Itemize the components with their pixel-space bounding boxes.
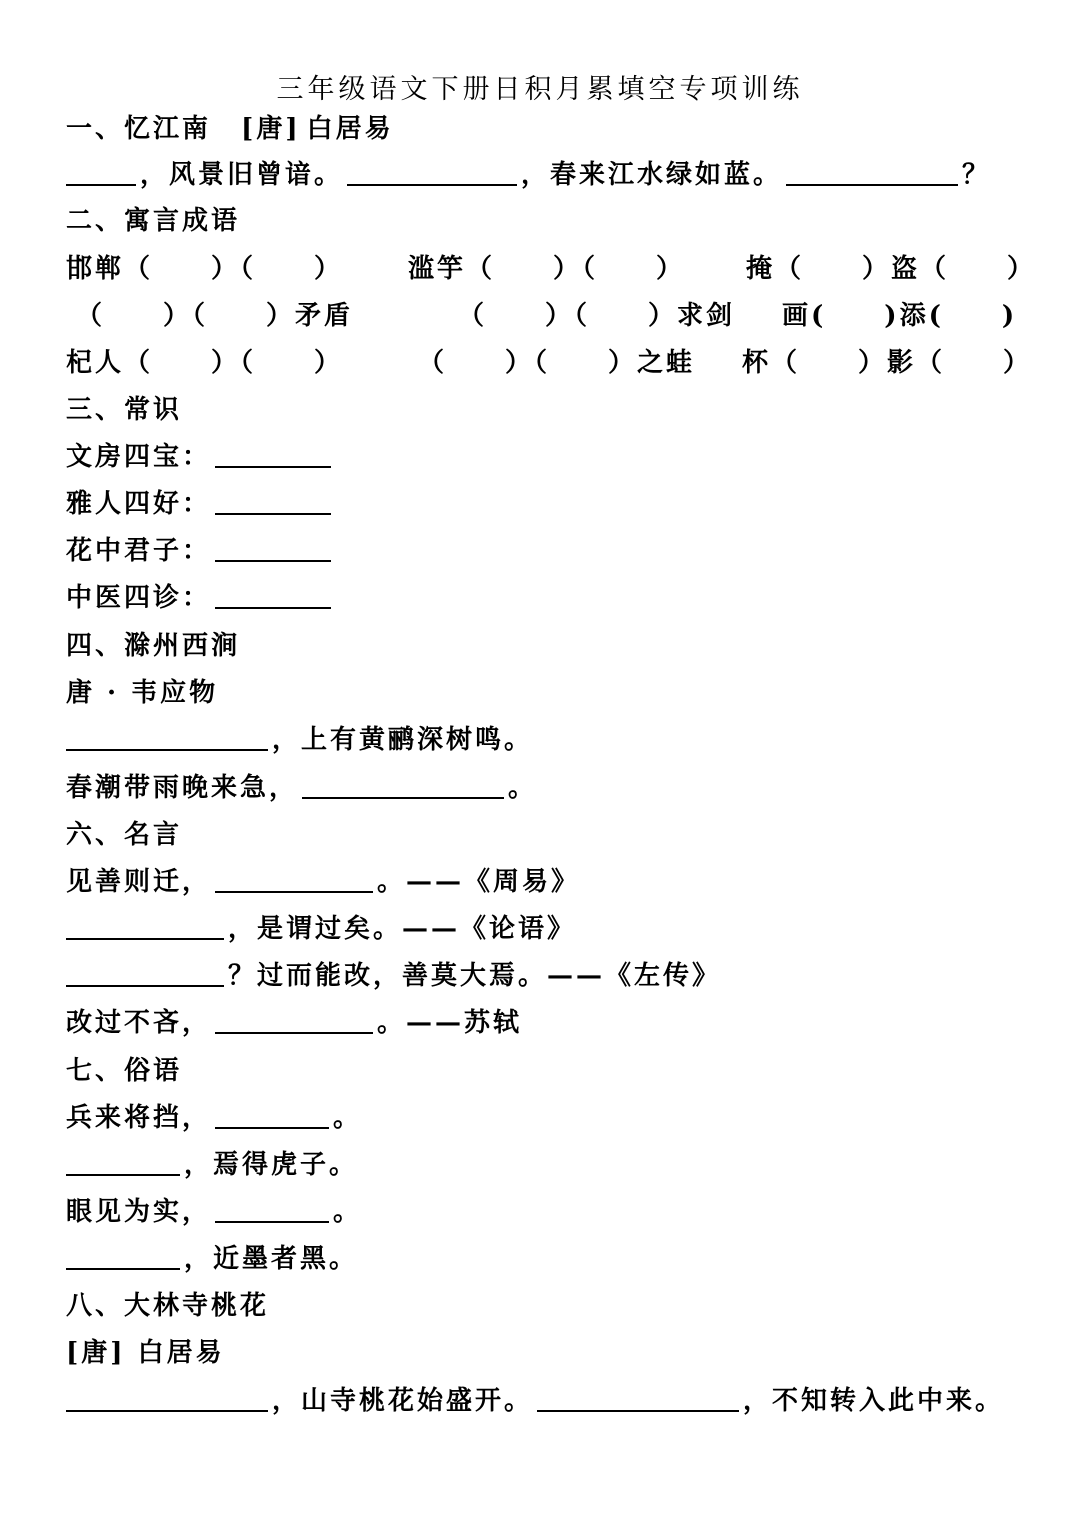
section-4-line-1: [66, 717, 533, 757]
quote-text: 改过不吝，: [66, 1007, 212, 1038]
proverb-text: ，焉得虎子。: [184, 1149, 359, 1180]
poem-text: ，上有黄鹂深树鸣。: [272, 724, 534, 755]
fill-blank[interactable]: [215, 865, 373, 893]
idiom-item[interactable]: 画( )添( ): [782, 300, 1018, 331]
idiom-item[interactable]: （ ）（ ）矛盾: [76, 300, 354, 331]
fill-blank[interactable]: [215, 1195, 329, 1223]
idiom-item[interactable]: （ ）（ ）求剑: [458, 300, 736, 331]
fill-blank[interactable]: [66, 1384, 268, 1412]
quote-line: [66, 859, 580, 899]
knowledge-item: [66, 481, 335, 521]
quote-line: [66, 906, 576, 946]
quote-text: 。——苏轼: [377, 1007, 523, 1038]
poem-text: ？: [962, 159, 992, 190]
section-2-heading: 二、寓言成语: [66, 205, 241, 236]
section-3-heading: 三、常识: [66, 394, 183, 425]
idiom-item[interactable]: 杯（ ）影（ ）: [742, 347, 1033, 378]
proverb-text: 眼见为实，: [66, 1196, 212, 1227]
section-4-author: 唐 · 韦应物: [66, 677, 219, 708]
section-6-heading: 六、名言: [66, 819, 183, 850]
quote-line: [66, 953, 721, 993]
poem-text: ，风景旧曾谙。: [140, 159, 344, 190]
proverb-text: 。: [333, 1102, 363, 1133]
fill-blank[interactable]: [537, 1384, 739, 1412]
knowledge-label: 文房四宝：: [66, 441, 212, 472]
fill-blank[interactable]: [66, 723, 268, 751]
poem-text: 春潮带雨晚来急，: [66, 772, 299, 803]
proverb-line: [66, 1142, 358, 1182]
section-1-author: 白居易: [306, 113, 394, 144]
section-8-heading: 八、大林寺桃花: [66, 1290, 270, 1321]
knowledge-item: [66, 434, 335, 474]
proverb-line: [66, 1189, 362, 1229]
section-1-poem-line: [66, 152, 991, 192]
idiom-item[interactable]: 杞人（ ）（ ）: [66, 347, 344, 378]
proverb-line: [66, 1236, 358, 1276]
quote-text: ？过而能改，善莫大焉。——《左传》: [228, 960, 722, 991]
proverb-text: 。: [333, 1196, 363, 1227]
knowledge-item: [66, 575, 335, 615]
proverb-text: ，近墨者黑。: [184, 1243, 359, 1274]
quote-line: [66, 1000, 522, 1040]
section-1-number: 一、: [66, 113, 125, 144]
idiom-item[interactable]: 掩（ ）盗（ ）: [746, 253, 1037, 284]
fill-blank[interactable]: [66, 959, 224, 987]
knowledge-label: 中医四诊：: [66, 582, 212, 613]
proverb-line: [66, 1095, 362, 1135]
idiom-item[interactable]: 邯郸（ ）（ ）: [66, 253, 344, 284]
quote-text: 见善则迁，: [66, 866, 212, 897]
fill-blank[interactable]: [66, 158, 136, 186]
section-8-poem-line: [66, 1378, 1004, 1418]
fill-blank[interactable]: [215, 487, 331, 515]
fill-blank[interactable]: [215, 581, 331, 609]
fill-blank[interactable]: [786, 158, 958, 186]
poem-text: ，春来江水绿如蓝。: [521, 159, 783, 190]
section-1-heading: [66, 106, 394, 146]
poem-text: ，山寺桃花始盛开。: [272, 1385, 534, 1416]
fill-blank[interactable]: [347, 158, 517, 186]
fill-blank[interactable]: [66, 1242, 180, 1270]
fill-blank[interactable]: [66, 912, 224, 940]
knowledge-label: 花中君子：: [66, 535, 212, 566]
quote-text: ，是谓过矣。——《论语》: [228, 913, 577, 944]
poem-text: 。: [508, 772, 538, 803]
section-4-line-2: [66, 765, 537, 805]
page-title: 三年级语文下册日积月累填空专项训练: [276, 73, 804, 105]
fill-blank[interactable]: [302, 771, 504, 799]
section-1-title: 忆江南: [124, 113, 212, 144]
proverb-text: 兵来将挡，: [66, 1102, 212, 1133]
section-8-author: [唐] 白居易: [66, 1337, 225, 1368]
section-7-heading: 七、俗语: [66, 1055, 183, 1086]
fill-blank[interactable]: [215, 1006, 373, 1034]
fill-blank[interactable]: [215, 440, 331, 468]
knowledge-label: 雅人四好：: [66, 488, 212, 519]
section-1-author-tag: [唐]: [241, 113, 301, 144]
idiom-item[interactable]: 滥竽（ ）（ ）: [408, 253, 686, 284]
knowledge-item: [66, 528, 335, 568]
quote-text: 。——《周易》: [377, 866, 581, 897]
poem-text: ，不知转入此中来。: [743, 1385, 1005, 1416]
fill-blank[interactable]: [215, 534, 331, 562]
idiom-item[interactable]: （ ）（ ）之蛙: [418, 347, 696, 378]
fill-blank[interactable]: [215, 1101, 329, 1129]
section-4-heading: 四、滁州西涧: [66, 630, 241, 661]
idiom-row-3: [66, 340, 1033, 380]
idiom-row-2: [66, 293, 1026, 333]
idiom-row-1: [66, 246, 1037, 286]
fill-blank[interactable]: [66, 1148, 180, 1176]
